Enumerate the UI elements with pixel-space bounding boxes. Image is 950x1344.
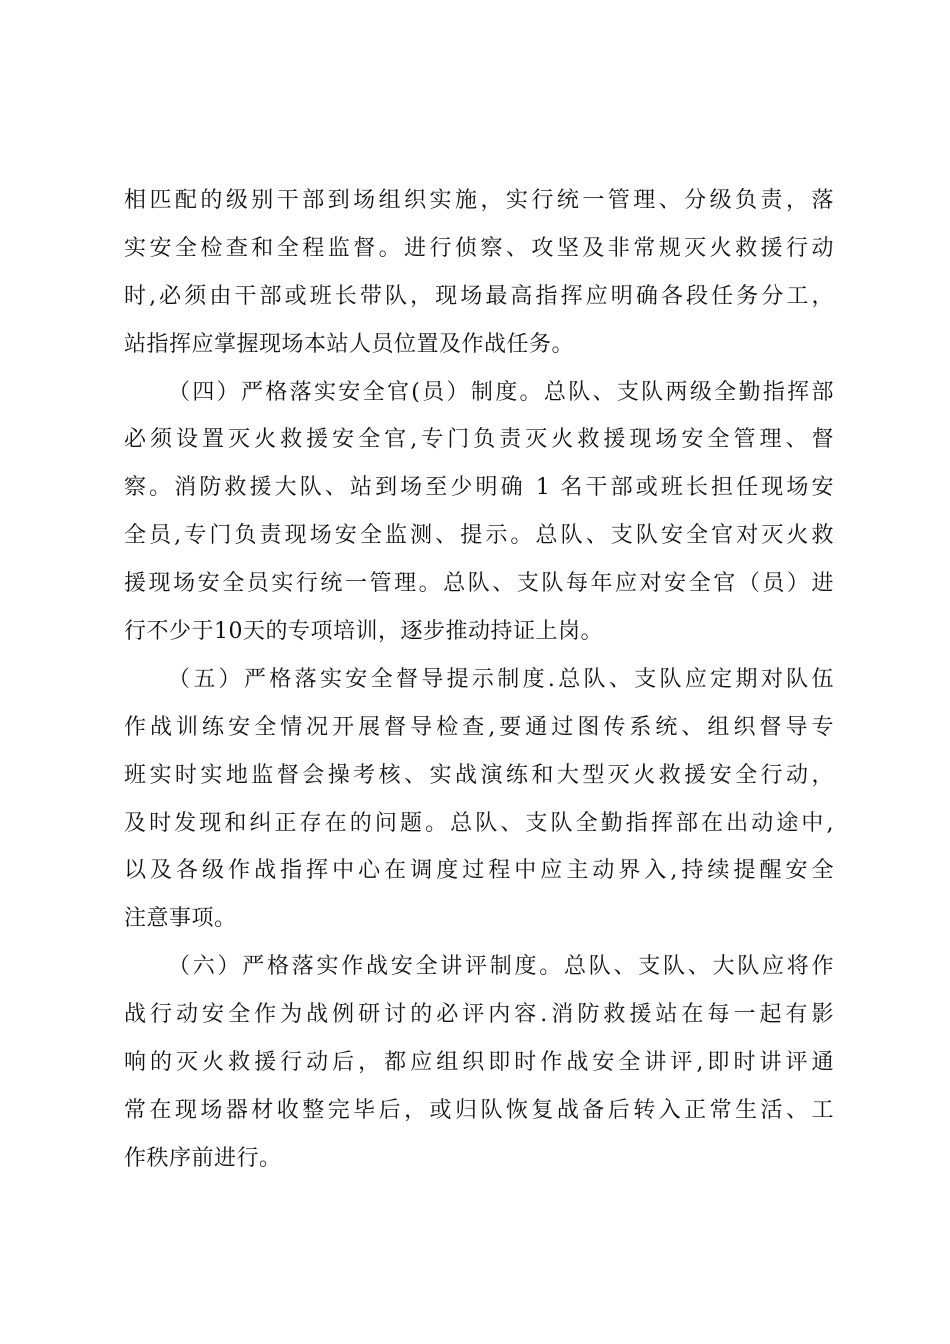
paragraph-safety-officer bbox=[124, 369, 834, 656]
text-line: 以及各级作战指挥中心在调度过程中应主动界入,持续提醒安全 bbox=[124, 858, 834, 884]
paragraph-continuation bbox=[124, 177, 834, 369]
paragraph-review bbox=[124, 943, 834, 1182]
text-line: 相匹配的级别干部到场组织实施，实行统一管理、分级负责，落 bbox=[124, 188, 834, 213]
text-line: 全员,专门负责现场安全监测、提示。总队、支队安全官对灭火救 bbox=[124, 523, 834, 549]
text-line: 必须设置灭火救援安全官,专门负责灭火救援现场安全管理、督 bbox=[124, 427, 834, 453]
text-line: （五）严格落实安全督导提示制度.总队、支队应定期对队伍 bbox=[168, 666, 834, 692]
text-line: 常在现场器材收整完毕后，或归队恢复战备后转入正常生活、工 bbox=[124, 1097, 834, 1123]
text-line: （六）严格落实作战安全讲评制度。总队、支队、大队应将作 bbox=[168, 954, 834, 980]
text-line: 注意事项。 bbox=[124, 906, 237, 932]
text-line: 班实时实地监督会操考核、实战演练和大型灭火救援安全行动， bbox=[124, 762, 834, 788]
text-line: 作战训练安全情况开展督导检查,要通过图传系统、组织督导专 bbox=[124, 714, 834, 740]
text-line: 作秩序前进行。 bbox=[124, 1145, 282, 1171]
text-line: 响的灭火救援行动后，都应组织即时作战安全讲评,即时讲评通 bbox=[124, 1050, 834, 1076]
text-line: 时,必须由干部或班长带队，现场最高指挥应明确各段任务分工， bbox=[124, 283, 834, 309]
paragraph-supervision bbox=[124, 656, 834, 943]
text-line: 察。消防救援大队、站到场至少明确 1 名干部或班长担任现场安 bbox=[124, 475, 834, 501]
text-line: 实安全检查和全程监督。进行侦察、攻坚及非常规灭火救援行动 bbox=[124, 235, 834, 261]
text-line: 及时发现和纠正存在的问题。总队、支队全勤指挥部在出动途中, bbox=[124, 810, 834, 836]
text-line: （四）严格落实安全官(员）制度。总队、支队两级全勤指挥部 bbox=[168, 379, 834, 405]
text-line: 行不少于10天的专项培训，逐步推动持证上岗。 bbox=[124, 619, 603, 645]
text-line: 站指挥应掌握现场本站人员位置及作战任务。 bbox=[124, 331, 575, 357]
document-body bbox=[124, 177, 834, 1183]
text-line: 援现场安全员实行统一管理。总队、支队每年应对安全官（员）进 bbox=[124, 571, 834, 597]
text-line: 战行动安全作为战例研讨的必评内容.消防救援站在每一起有影 bbox=[124, 1002, 834, 1028]
